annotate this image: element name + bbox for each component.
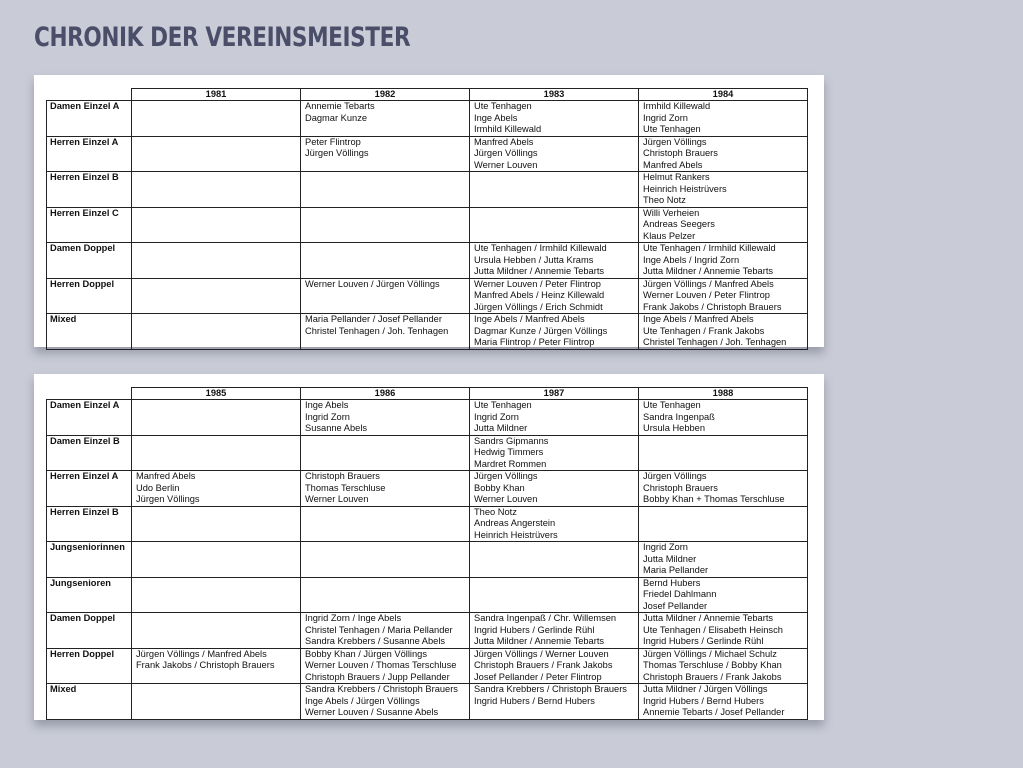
champion-cell bbox=[470, 506, 639, 542]
category-label: Herren Einzel C bbox=[47, 207, 132, 243]
champion-name: Inge Abels / Manfred Abels bbox=[643, 314, 754, 325]
champion-cell bbox=[470, 684, 639, 720]
table-row bbox=[47, 278, 808, 314]
champion-cell bbox=[470, 278, 639, 314]
champion-name: Christoph Brauers / Frank Jakobs bbox=[643, 671, 782, 682]
champion-cell bbox=[301, 613, 470, 649]
champion-cell bbox=[301, 471, 470, 507]
champion-name: Jutta Mildner / Annemie Tebarts bbox=[643, 613, 774, 624]
champion-cell bbox=[301, 207, 470, 243]
champion-name: Heinrich Heistrüvers bbox=[643, 183, 727, 194]
champion-name: Klaus Pelzer bbox=[643, 230, 696, 241]
champion-cell bbox=[301, 172, 470, 208]
champion-name: Ingrid Hubers / Gerlinde Rühl bbox=[474, 624, 595, 635]
champion-cell bbox=[132, 314, 301, 350]
champion-name: Jutta Mildner / Annemie Tebarts bbox=[474, 266, 605, 277]
champion-cell bbox=[470, 435, 639, 471]
champion-name: Sandra Ingenpaß / Chr. Willemsen bbox=[474, 613, 617, 624]
champion-cell bbox=[301, 136, 470, 172]
champion-cell bbox=[470, 613, 639, 649]
table-row bbox=[47, 506, 808, 542]
champion-name: Christoph Brauers / Frank Jakobs bbox=[474, 660, 613, 671]
champion-name: Werner Louven / Susanne Abels bbox=[305, 707, 439, 718]
champion-cell bbox=[470, 136, 639, 172]
year-header: 1987 bbox=[470, 388, 639, 400]
champion-cell bbox=[301, 542, 470, 578]
champion-cell bbox=[301, 435, 470, 471]
champion-name: Jürgen Völlings / Michael Schulz bbox=[643, 648, 777, 659]
champion-cell bbox=[132, 136, 301, 172]
champion-name: Christoph Brauers bbox=[643, 148, 718, 159]
champion-name: Christel Tenhagen / Maria Pellander bbox=[305, 624, 453, 635]
champion-name: Andreas Seegers bbox=[643, 219, 715, 230]
champion-name: Jutta Mildner / Jürgen Völlings bbox=[643, 684, 768, 695]
champion-name: Maria Flintrop / Peter Flintrop bbox=[474, 337, 595, 348]
table-row bbox=[47, 243, 808, 279]
champion-name: Jürgen Völlings bbox=[474, 148, 538, 159]
champion-cell bbox=[639, 207, 808, 243]
champion-name: Christoph Brauers / Jupp Pellander bbox=[305, 671, 450, 682]
champion-name: Irmhild Killewald bbox=[474, 124, 542, 135]
champion-cell bbox=[639, 172, 808, 208]
champion-name: Jutta Mildner bbox=[643, 553, 697, 564]
champion-cell bbox=[470, 542, 639, 578]
champion-name: Ingrid Hubers / Bernd Hubers bbox=[474, 695, 595, 706]
champion-name: Theo Notz bbox=[643, 195, 686, 206]
champion-cell bbox=[639, 506, 808, 542]
year-header-row bbox=[47, 388, 808, 400]
champion-name: Friedel Dahlmann bbox=[643, 589, 717, 600]
champions-sheet-1981-1984 bbox=[34, 75, 824, 347]
table-row bbox=[47, 207, 808, 243]
champion-name: Jürgen Völlings bbox=[136, 494, 200, 505]
champion-cell bbox=[301, 506, 470, 542]
champion-name: Jürgen Völlings bbox=[474, 471, 538, 482]
champion-name: Inge Abels / Ingrid Zorn bbox=[643, 254, 740, 265]
champion-name: Thomas Terschluse / Bobby Khan bbox=[643, 660, 782, 671]
table-row bbox=[47, 101, 808, 137]
champion-cell bbox=[639, 314, 808, 350]
champion-name: Werner Louven / Jürgen Völlings bbox=[305, 278, 440, 289]
champion-name: Sandra Krebbers / Susanne Abels bbox=[305, 636, 446, 647]
champion-name: Jürgen Völlings / Manfred Abels bbox=[643, 278, 774, 289]
champion-name: Sandrs Gipmanns bbox=[474, 435, 549, 446]
champion-name: Ute Tenhagen bbox=[474, 101, 532, 112]
year-header: 1983 bbox=[470, 89, 639, 101]
champion-cell bbox=[639, 278, 808, 314]
champion-name: Josef Pellander / Peter Flintrop bbox=[474, 671, 602, 682]
champion-cell bbox=[639, 542, 808, 578]
champion-cell bbox=[301, 101, 470, 137]
champion-name: Jürgen Völlings / Erich Schmidt bbox=[474, 301, 603, 312]
category-label: Herren Einzel B bbox=[47, 506, 132, 542]
champion-name: Inge Abels bbox=[474, 112, 518, 123]
champion-name: Jutta Mildner / Annemie Tebarts bbox=[643, 266, 774, 277]
year-header: 1984 bbox=[639, 89, 808, 101]
champion-cell bbox=[470, 648, 639, 684]
category-label: Damen Einzel A bbox=[47, 101, 132, 137]
champion-cell bbox=[132, 471, 301, 507]
champion-name: Inge Abels / Jürgen Völlings bbox=[305, 695, 420, 706]
champion-cell bbox=[639, 577, 808, 613]
champion-cell bbox=[639, 435, 808, 471]
table-row bbox=[47, 314, 808, 350]
champion-name: Christoph Brauers bbox=[643, 482, 718, 493]
champion-cell bbox=[132, 506, 301, 542]
champion-cell bbox=[639, 136, 808, 172]
champion-name: Ute Tenhagen / Frank Jakobs bbox=[643, 325, 765, 336]
champion-name: Mardret Rommen bbox=[474, 458, 547, 469]
champion-name: Jürgen Völlings / Werner Louven bbox=[474, 648, 609, 659]
champion-cell bbox=[301, 278, 470, 314]
champion-name: Werner Louven / Peter Flintrop bbox=[643, 290, 770, 301]
champion-name: Ute Tenhagen bbox=[643, 124, 701, 135]
table-row bbox=[47, 684, 808, 720]
category-label: Damen Doppel bbox=[47, 613, 132, 649]
champion-name: Ursula Hebben / Jutta Krams bbox=[474, 254, 594, 265]
champions-table bbox=[46, 387, 808, 720]
champion-name: Maria Pellander bbox=[643, 565, 709, 576]
champion-name: Werner Louven bbox=[474, 159, 538, 170]
champion-name: Manfred Abels bbox=[136, 471, 196, 482]
corner-cell bbox=[47, 388, 132, 400]
champion-name: Willi Verheien bbox=[643, 207, 700, 218]
category-label: Jungsenioren bbox=[47, 577, 132, 613]
champion-name: Sandra Ingenpaß bbox=[643, 411, 715, 422]
champion-cell bbox=[132, 400, 301, 436]
champion-name: Werner Louven / Thomas Terschluse bbox=[305, 660, 457, 671]
category-label: Herren Einzel A bbox=[47, 471, 132, 507]
champion-name: Ute Tenhagen bbox=[643, 400, 701, 411]
champion-cell bbox=[132, 278, 301, 314]
table-row bbox=[47, 172, 808, 208]
year-header-row bbox=[47, 89, 808, 101]
table-row bbox=[47, 577, 808, 613]
champion-cell bbox=[639, 648, 808, 684]
table-row bbox=[47, 471, 808, 507]
year-header: 1981 bbox=[132, 89, 301, 101]
champion-name: Annemie Tebarts / Josef Pellander bbox=[643, 707, 785, 718]
champion-name: Jürgen Völlings bbox=[305, 148, 369, 159]
champion-name: Ingrid Hubers / Gerlinde Rühl bbox=[643, 636, 764, 647]
champion-name: Helmut Rankers bbox=[643, 172, 710, 183]
champion-name: Manfred Abels bbox=[643, 159, 703, 170]
champion-name: Ute Tenhagen / Elisabeth Heinsch bbox=[643, 624, 783, 635]
champion-name: Frank Jakobs / Christoph Brauers bbox=[643, 301, 782, 312]
champion-name: Thomas Terschluse bbox=[305, 482, 386, 493]
champion-cell bbox=[470, 471, 639, 507]
champion-cell bbox=[132, 243, 301, 279]
champion-name: Ute Tenhagen / Irmhild Killewald bbox=[474, 243, 607, 254]
champion-cell bbox=[639, 101, 808, 137]
champion-name: Bernd Hubers bbox=[643, 577, 701, 588]
table-row bbox=[47, 613, 808, 649]
champion-cell bbox=[301, 314, 470, 350]
champion-cell bbox=[132, 542, 301, 578]
champion-cell bbox=[301, 648, 470, 684]
champion-cell bbox=[470, 207, 639, 243]
champion-name: Josef Pellander bbox=[643, 600, 708, 611]
champion-name: Ingrid Zorn bbox=[643, 112, 688, 123]
champion-name: Werner Louven bbox=[305, 494, 369, 505]
champion-name: Christoph Brauers bbox=[305, 471, 380, 482]
champion-name: Manfred Abels bbox=[474, 136, 534, 147]
category-label: Damen Doppel bbox=[47, 243, 132, 279]
champion-name: Werner Louven bbox=[474, 494, 538, 505]
table-row bbox=[47, 435, 808, 471]
champion-name: Ute Tenhagen / Irmhild Killewald bbox=[643, 243, 776, 254]
champion-cell bbox=[470, 314, 639, 350]
champion-cell bbox=[132, 435, 301, 471]
champion-cell bbox=[301, 577, 470, 613]
category-label: Damen Einzel A bbox=[47, 400, 132, 436]
champion-name: Jürgen Völlings / Manfred Abels bbox=[136, 648, 267, 659]
champion-name: Bobby Khan + Thomas Terschluse bbox=[643, 494, 785, 505]
champion-cell bbox=[132, 207, 301, 243]
champion-name: Bobby Khan / Jürgen Völlings bbox=[305, 648, 427, 659]
champion-name: Dagmar Kunze / Jürgen Völlings bbox=[474, 325, 608, 336]
champion-cell bbox=[470, 400, 639, 436]
champion-name: Ingrid Zorn bbox=[474, 411, 519, 422]
champion-name: Annemie Tebarts bbox=[305, 101, 375, 112]
champion-cell bbox=[639, 243, 808, 279]
champion-cell bbox=[132, 101, 301, 137]
champion-cell bbox=[639, 400, 808, 436]
category-label: Herren Einzel A bbox=[47, 136, 132, 172]
champion-name: Ursula Hebben bbox=[643, 423, 706, 434]
champion-cell bbox=[639, 471, 808, 507]
champion-cell bbox=[639, 684, 808, 720]
champion-name: Ute Tenhagen bbox=[474, 400, 532, 411]
table-row bbox=[47, 648, 808, 684]
champion-name: Maria Pellander / Josef Pellander bbox=[305, 314, 442, 325]
champion-name: Dagmar Kunze bbox=[305, 112, 368, 123]
champion-cell bbox=[132, 577, 301, 613]
champion-name: Susanne Abels bbox=[305, 423, 368, 434]
champion-name: Inge Abels / Manfred Abels bbox=[474, 314, 585, 325]
champion-cell bbox=[470, 577, 639, 613]
champion-name: Ingrid Hubers / Bernd Hubers bbox=[643, 695, 764, 706]
champion-cell bbox=[132, 172, 301, 208]
year-header: 1986 bbox=[301, 388, 470, 400]
champion-cell bbox=[639, 613, 808, 649]
category-label: Herren Doppel bbox=[47, 278, 132, 314]
table-row bbox=[47, 136, 808, 172]
champion-name: Werner Louven / Peter Flintrop bbox=[474, 278, 601, 289]
champion-name: Theo Notz bbox=[474, 506, 517, 517]
champion-name: Jürgen Völlings bbox=[643, 471, 707, 482]
champion-name: Sandra Krebbers / Christoph Brauers bbox=[305, 684, 458, 695]
corner-cell bbox=[47, 89, 132, 101]
table-row bbox=[47, 542, 808, 578]
champion-name: Frank Jakobs / Christoph Brauers bbox=[136, 660, 275, 671]
champion-name: Ingrid Zorn / Inge Abels bbox=[305, 613, 402, 624]
champion-name: Jutta Mildner / Annemie Tebarts bbox=[474, 636, 605, 647]
champion-name: Christel Tenhagen / Joh. Tenhagen bbox=[305, 325, 449, 336]
champion-cell bbox=[132, 648, 301, 684]
champion-cell bbox=[132, 684, 301, 720]
category-label: Mixed bbox=[47, 314, 132, 350]
champion-cell bbox=[470, 243, 639, 279]
champion-name: Christel Tenhagen / Joh. Tenhagen bbox=[643, 337, 787, 348]
champions-sheet-1985-1988 bbox=[34, 374, 824, 720]
champion-name: Ingrid Zorn bbox=[305, 411, 350, 422]
year-header: 1988 bbox=[639, 388, 808, 400]
category-label: Mixed bbox=[47, 684, 132, 720]
category-label: Jungseniorinnen bbox=[47, 542, 132, 578]
champion-name: Peter Flintrop bbox=[305, 136, 361, 147]
champion-name: Irmhild Killewald bbox=[643, 101, 711, 112]
champion-name: Manfred Abels / Heinz Killewald bbox=[474, 290, 605, 301]
champion-cell bbox=[470, 101, 639, 137]
champions-table bbox=[46, 88, 808, 350]
category-label: Herren Doppel bbox=[47, 648, 132, 684]
category-label: Herren Einzel B bbox=[47, 172, 132, 208]
champion-cell bbox=[132, 613, 301, 649]
champion-name: Andreas Angerstein bbox=[474, 518, 556, 529]
champion-cell bbox=[301, 400, 470, 436]
champion-name: Ingrid Zorn bbox=[643, 542, 688, 553]
champion-name: Udo Berlin bbox=[136, 482, 180, 493]
champion-cell bbox=[301, 684, 470, 720]
page-title: CHRONIK DER VEREINSMEISTER bbox=[34, 22, 411, 53]
champion-name: Sandra Krebbers / Christoph Brauers bbox=[474, 684, 627, 695]
category-label: Damen Einzel B bbox=[47, 435, 132, 471]
champion-cell bbox=[470, 172, 639, 208]
champion-name: Bobby Khan bbox=[474, 482, 525, 493]
champion-name: Inge Abels bbox=[305, 400, 349, 411]
champion-cell bbox=[301, 243, 470, 279]
champion-name: Hedwig Timmers bbox=[474, 447, 544, 458]
champion-name: Jürgen Völlings bbox=[643, 136, 707, 147]
champion-name: Heinrich Heistrüvers bbox=[474, 529, 558, 540]
table-row bbox=[47, 400, 808, 436]
year-header: 1982 bbox=[301, 89, 470, 101]
champion-name: Jutta Mildner bbox=[474, 423, 528, 434]
year-header: 1985 bbox=[132, 388, 301, 400]
